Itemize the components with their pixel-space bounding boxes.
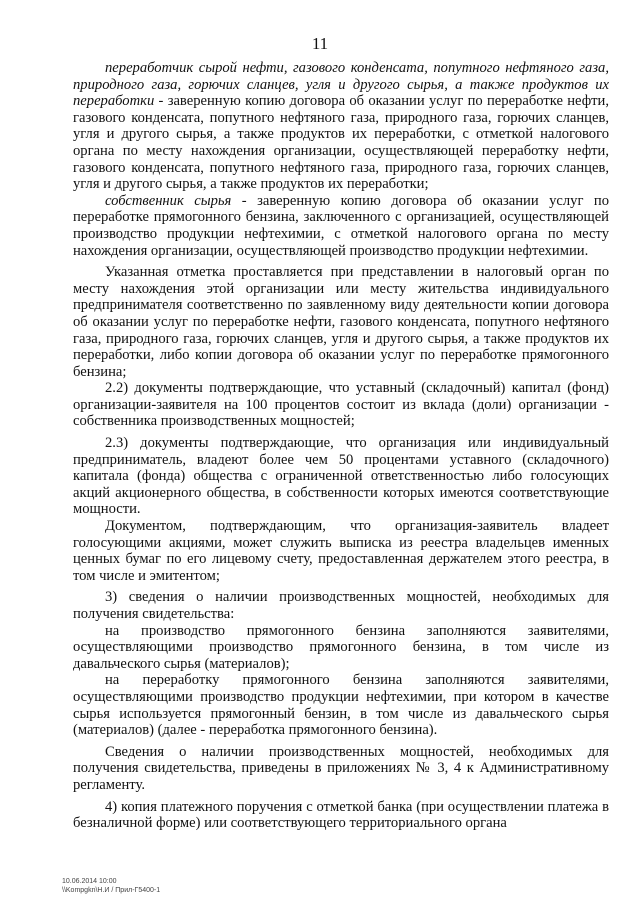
paragraph-processing: на переработку прямогонного бензина заполняются заявителями, осуществляющими производство продукции нефтехимии, при котором в качестве сырья используется прямогонный бензин, в том числе из давальческого сырья (материалов) (далее - переработка прямогонного бензина).: [73, 672, 609, 739]
footer-date: 10.06.2014 10:00: [62, 878, 117, 885]
footer-stamp: [62, 877, 160, 895]
paragraph-text: - заверенную копию договора об оказании услуг по переработке прямогонного бензина, заключенного с организацией, осуществляющей производство продукции нефтехимии, с отметкой налогового органа по месту нахождения организации, осуществляющей производство продукции нефтехимии.: [73, 192, 609, 259]
paragraph-capacity-info: Сведения о наличии производственных мощностей, необходимых для получения свидетельства, приведены в приложениях № 3, 4 к Административному регламенту.: [73, 743, 609, 793]
paragraph-processor: [73, 60, 609, 193]
page-number: 11: [311, 34, 329, 53]
paragraph-shares-document: Документом, подтверждающим, что организация-заявитель владеет голосующими акциями, может служить выписка из реестра владельцев именных ценных бумаг по его лицевому счету, предоставленная держателем этого реестра, в том числе и эмитентом;: [73, 518, 609, 584]
paragraph-italic-term: собственник сырья: [105, 192, 232, 209]
paragraph-text: - заверенную копию договора об оказании услуг по переработке нефти, газового конденсата, попутного нефтяного газа, природного газа, горючих сланцев, угля и другого сырья, а также продуктов их переработки, с отметкой налогового органа по месту нахождения организации, осуществляющей переработку нефти, газового конденсата, попутного нефтяного газа, природного газа, горючих сланцев, угля и другого сырья, а также продуктов их переработки;: [73, 93, 609, 193]
footer-file-path: \\Kompgkn\Н.И / Прил-Г5400-1: [62, 887, 161, 894]
document-body: [73, 60, 609, 832]
paragraph-3: 3) сведения о наличии производственных мощностей, необходимых для получения свидетельства:: [73, 589, 609, 622]
paragraph-4: 4) копия платежного поручения с отметкой банка (при осуществлении платежа в безналичной форме) или соответствующего территориального органа: [73, 798, 609, 832]
paragraph-tax-mark: Указанная отметка проставляется при представлении в налоговый орган по месту нахождения этой организации или месту жительства индивидуального предпринимателя соответственно по заявленному виду деятельности копии договора об оказании услуг по переработке нефти, газового конденсата, попутного нефтяного газа, природного газа, горючих сланцев, угля и другого сырья, а также продуктов их переработки, либо копии договора об оказании услуг по переработке прямогонного бензина;: [73, 264, 609, 380]
paragraph-raw-owner: [73, 193, 609, 259]
paragraph-italic-term: переработчик сырой нефти, газового конденсата, попутного нефтяного газа, природного газа, горючих сланцев, угля и другого сырья, а также продуктов их переработки: [73, 60, 609, 110]
paragraph-production: на производство прямогонного бензина заполняются заявителями, осуществляющими производство прямогонного бензина, в том числе из давальческого сырья (материалов);: [73, 622, 609, 672]
paragraph-2-3: 2.3) документы подтверждающие, что организация или индивидуальный предприниматель, владеют более чем 50 процентами уставного (складочного) капитала (фонда) общества с ограниченной ответственностью либо голосующих акций акционерного общества, в собственности которых имеются соответствующие мощности.: [73, 435, 609, 518]
paragraph-2-2: 2.2) документы подтверждающие, что уставный (складочный) капитал (фонд) организации-заявителя на 100 процентов состоит из вклада (доли) организации - собственника производственных мощностей;: [73, 380, 609, 430]
